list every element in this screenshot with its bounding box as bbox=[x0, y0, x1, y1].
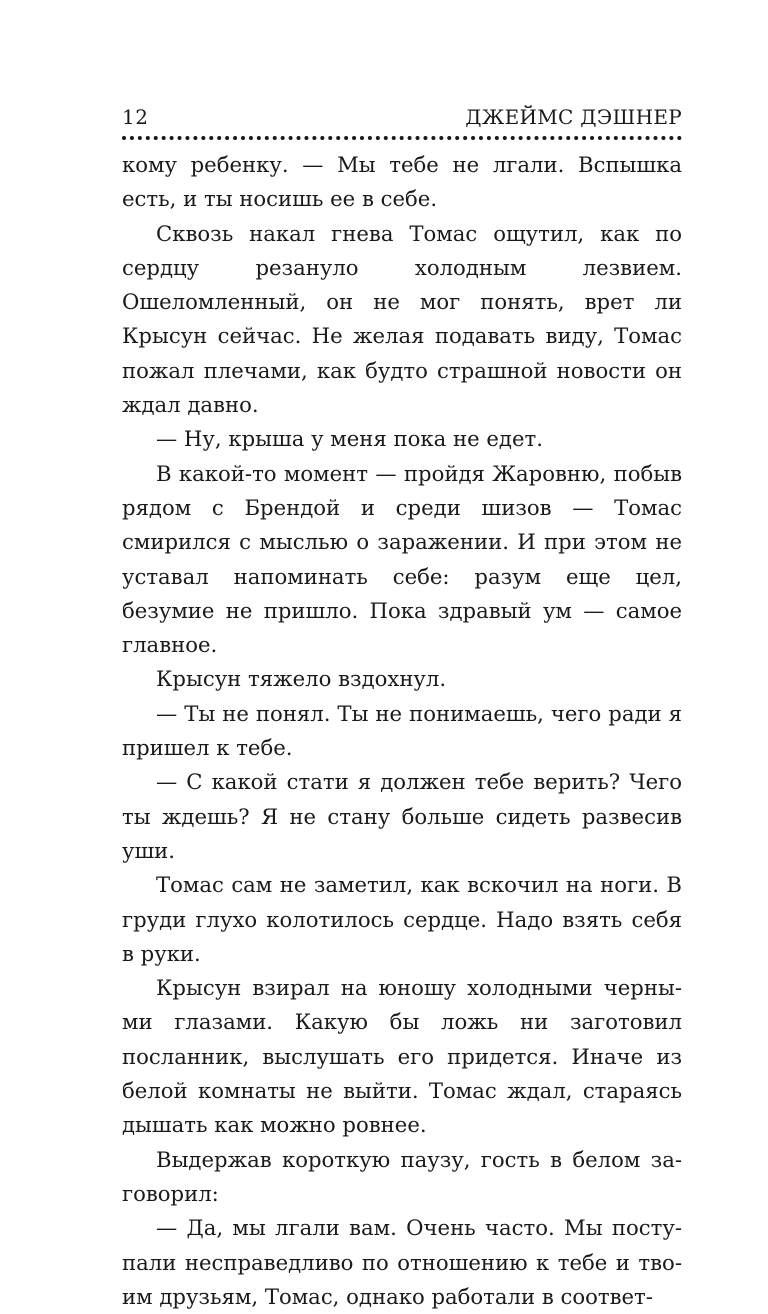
paragraph: — Да, мы лгали вам. Очень часто. Мы поступали несправедливо по отношению к тебе и твоим друзьям, Томас, однако работали в соответ- bbox=[122, 1215, 682, 1309]
dotted-divider bbox=[122, 136, 682, 140]
page-number: 12 bbox=[122, 105, 149, 129]
body-text bbox=[122, 148, 682, 1314]
paragraph: Крысун тяжело вздохнул. bbox=[156, 666, 447, 692]
book-page bbox=[122, 100, 682, 1314]
paragraph: Томас сам не заметил, как вскочил на ноги. В груди глухо колотилось сердце. Надо взять себя в руки. bbox=[122, 872, 682, 966]
paragraph: Крысун взирал на юношу холодными черными глазами. Какую бы ложь ни заготовил посланник, выслушать его придется. Иначе из белой комнаты не выйти. Томас ждал, стараясь дышать как можно ровнее. bbox=[122, 975, 682, 1138]
paragraph: — С какой стати я должен тебе верить? Чего ты ждешь? Я не стану больше сидеть развесив уши. bbox=[122, 769, 682, 863]
paragraph: — Ну, крыша у меня пока не едет. bbox=[156, 426, 543, 452]
paragraph: Выдержав короткую паузу, гость в белом заговорил: bbox=[122, 1146, 682, 1206]
running-head bbox=[122, 100, 682, 134]
paragraph: Сквозь накал гнева Томас ощутил, как по сердцу резануло холодным лезвием. Ошеломленный, он не мог понять, врет ли Крысун сейчас. Не желая подавать виду, Томас пожал плечами, как будто страшной новости он ждал давно. bbox=[122, 220, 682, 418]
paragraph: — Ты не понял. Ты не понимаешь, чего ради я пришел к тебе. bbox=[122, 700, 682, 761]
book-author: ДЖЕЙМС ДЭШНЕР bbox=[465, 105, 682, 129]
paragraph: В какой-то момент — пройдя Жаровню, побыв рядом с Брендой и среди шизов — Томас смирился с мыслью о заражении. И при этом не уставал напоминать себе: разум еще цел, безумие не пришло. Пока здравый ум — самое главное. bbox=[122, 460, 682, 658]
paragraph: кому ребенку. — Мы тебе не лгали. Вспышка есть, и ты носишь ее в себе. bbox=[122, 152, 682, 212]
